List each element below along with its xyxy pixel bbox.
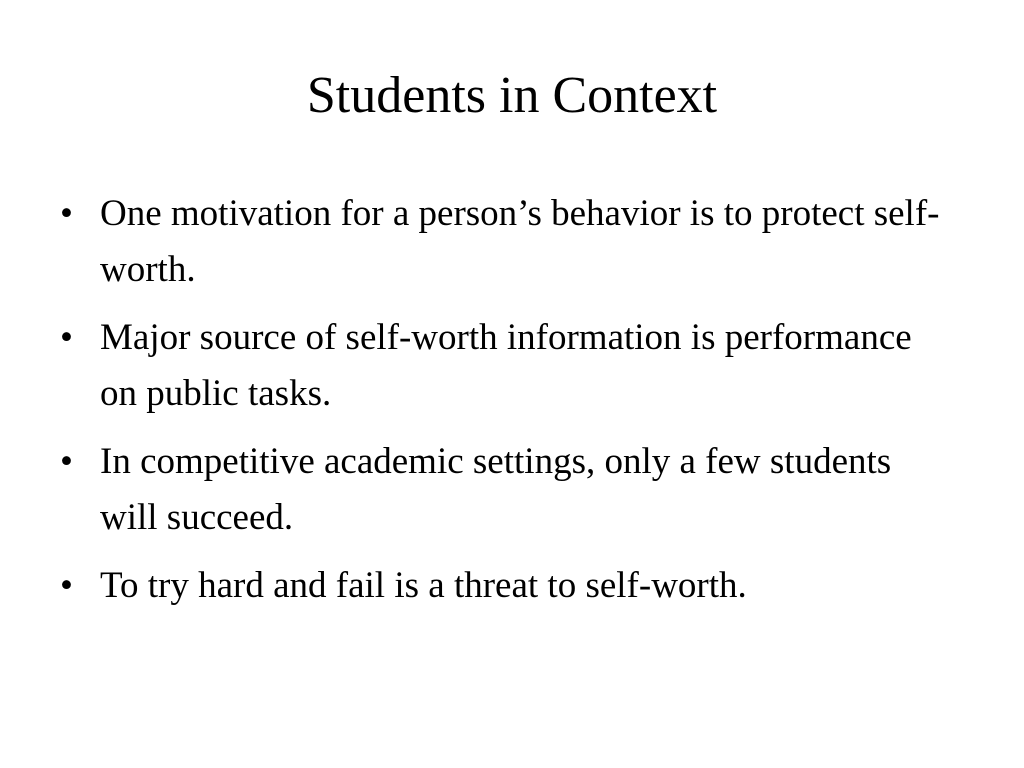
bullet-icon: • [60,565,73,606]
bullet-icon: • [60,317,73,358]
bullet-item [56,310,956,422]
bullet-item [56,186,956,298]
bullet-text: To try hard and fail is a threat to self-worth. [100,565,747,606]
slide-title: Students in Context [306,67,718,124]
bullet-icon: • [60,441,73,482]
bullet-icon: • [60,193,73,234]
bullet-item [56,558,956,614]
bullet-text: Major source of self-worth information is performance on public tasks. [100,317,912,414]
bullet-text: One motivation for a person’s behavior is to protect self-worth. [100,193,940,290]
bullet-text: In competitive academic settings, only a few students will succeed. [100,441,892,538]
bullet-list [56,186,956,626]
bullet-item [56,434,956,546]
